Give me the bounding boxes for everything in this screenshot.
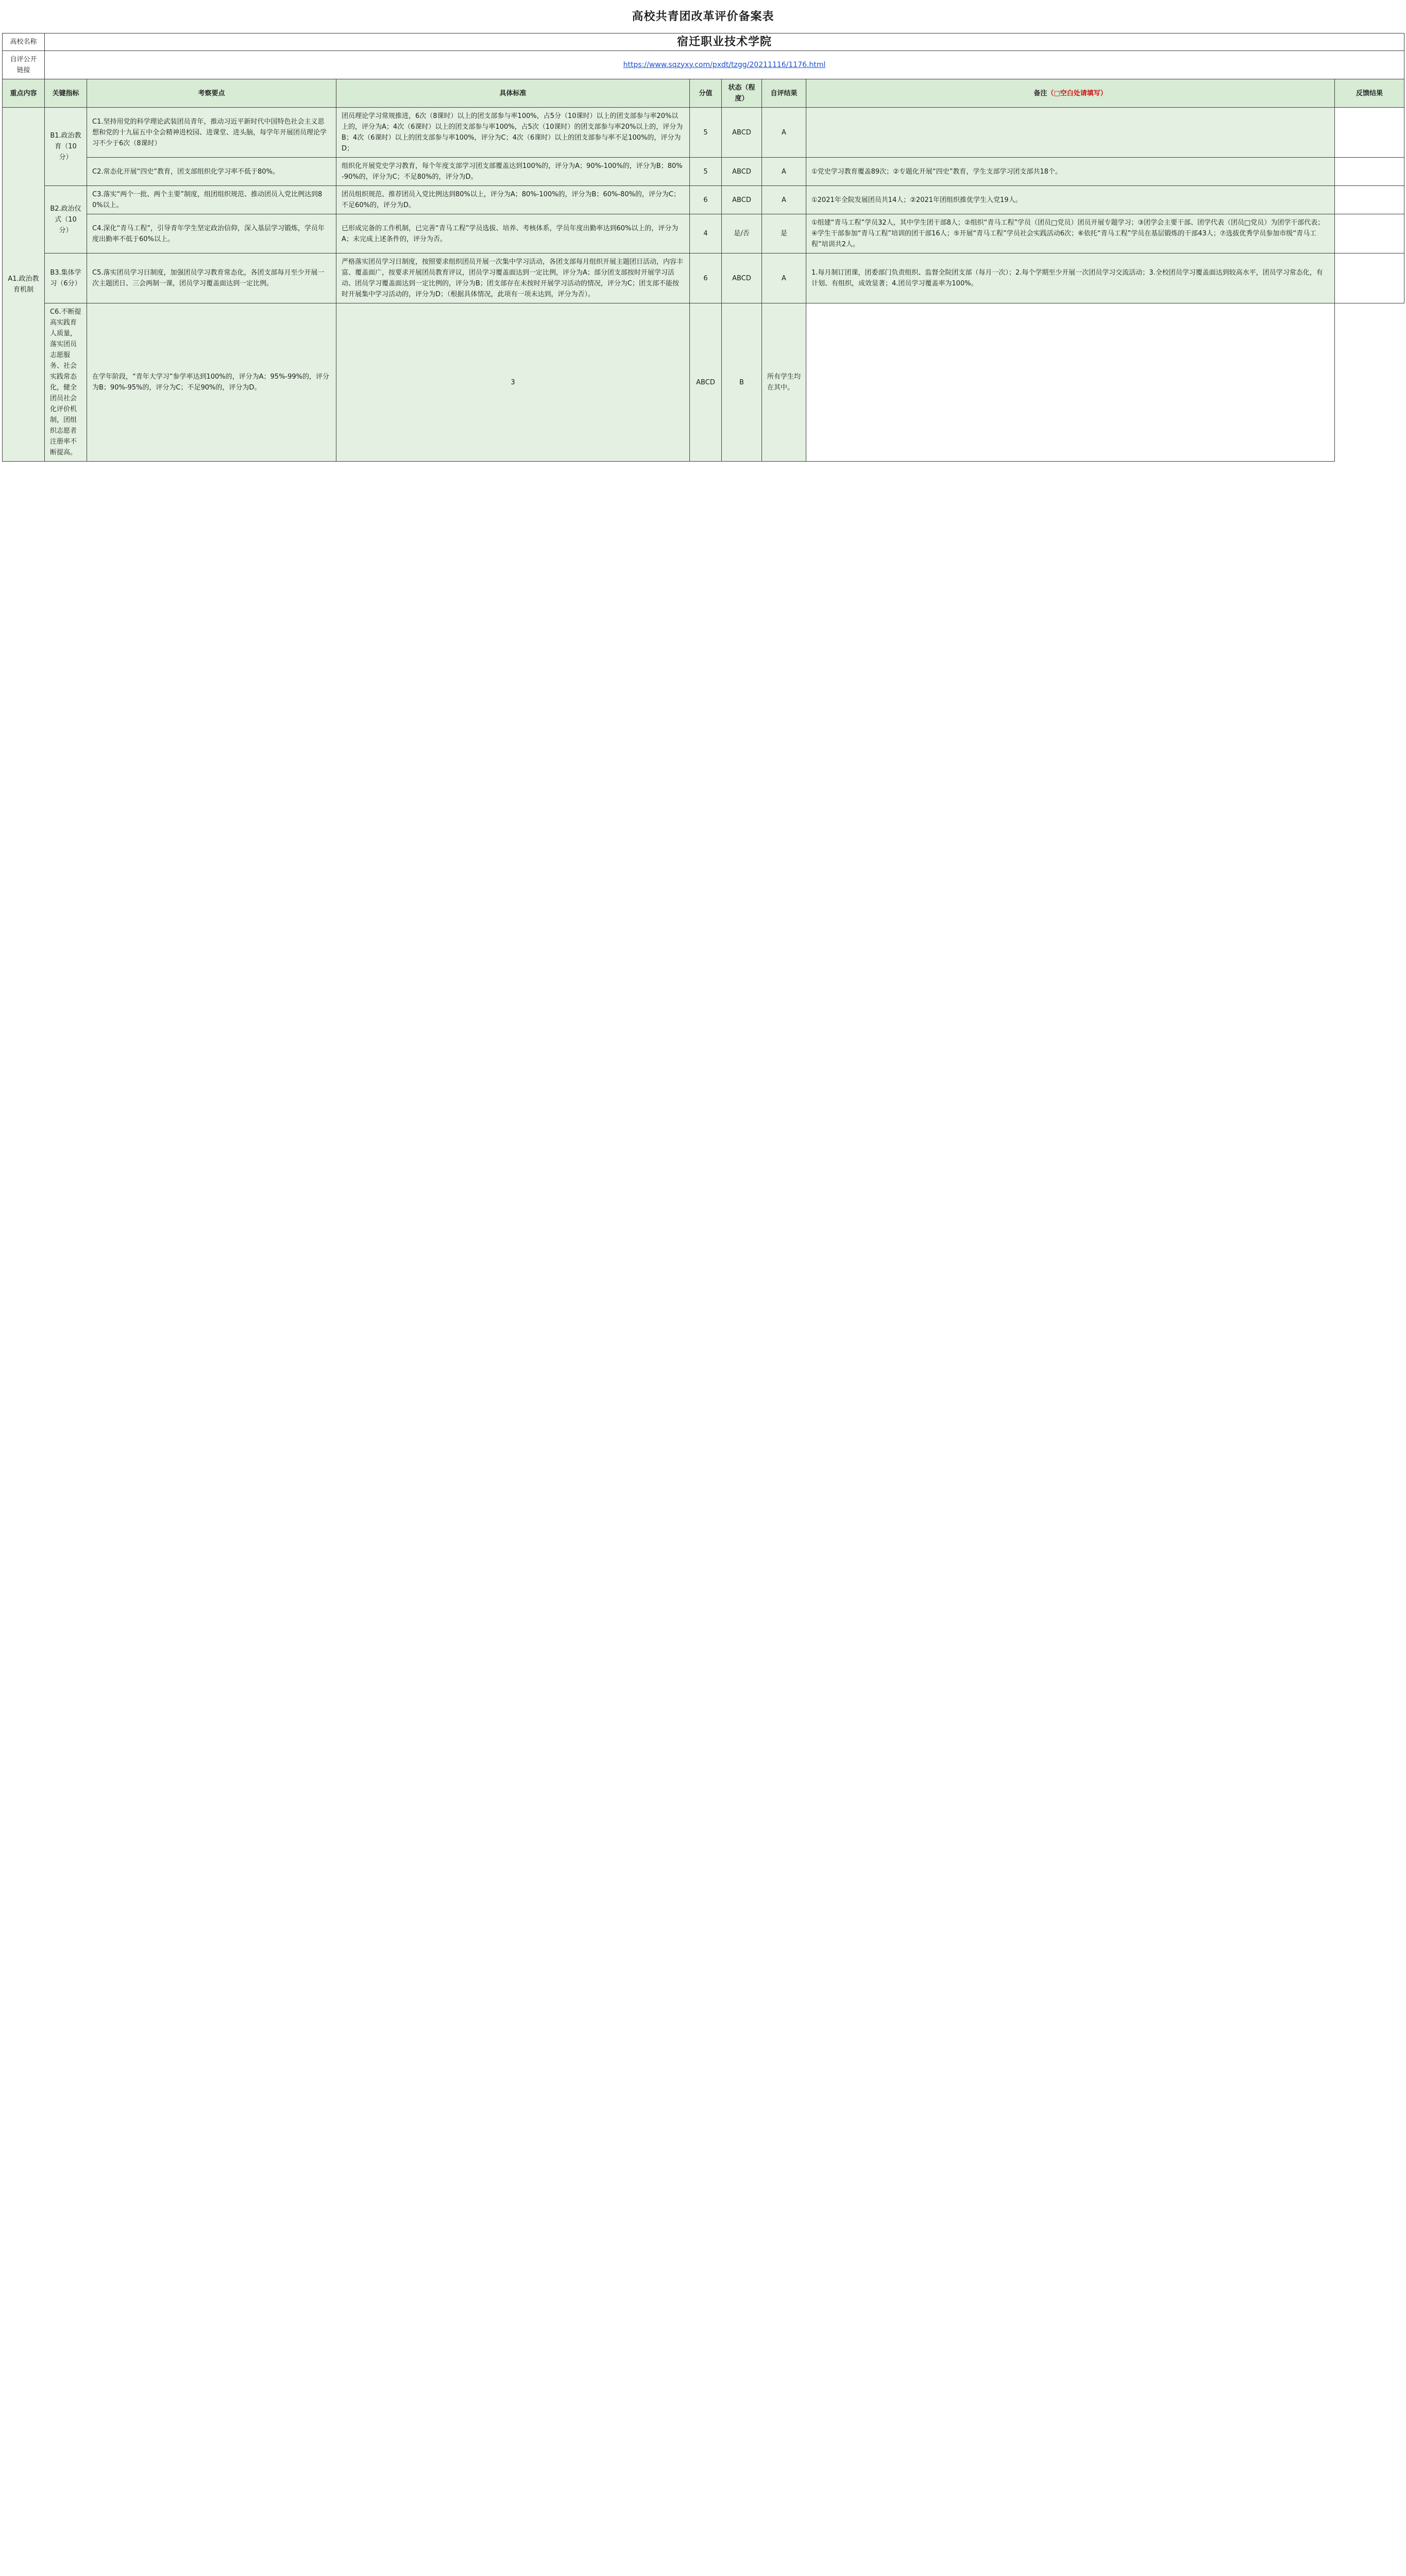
score-cell: 6 [690,186,722,214]
self-result-cell: A [762,186,806,214]
header-result: 自评结果 [762,79,806,108]
header-feedback: 反馈结果 [1335,79,1404,108]
info-row-school [3,33,1404,51]
state-cell: 是/否 [722,214,762,253]
criteria-cell: 在学年阶段，“青年大学习”参学率达到100%的，评分为A；95%-99%的，评分为B；90%-95%的，评分为C；不足90%的，评分为D。 [87,303,336,462]
key-point-cell: C2.常态化开展“四史”教育，团支部组织化学习率不低于80%。 [87,158,336,186]
key-point-cell: C5.落实团员学习日制度，加强团员学习教育常态化，各团支部每月至少开展一次主题团日、三会两制一课，团员学习覆盖面达到一定比例。 [87,253,336,303]
document-title: 高校共青团改革评价备案表 [632,10,774,23]
header-key: 考察要点 [87,79,336,108]
feedback-cell [806,303,1335,462]
table-row [3,303,1404,462]
criteria-cell: 团员组织规范、推荐团员入党比例达到80%以上，评分为A；80%-100%的，评分为B；60%-80%的，评分为C；不足60%的，评分为D。 [336,186,690,214]
school-name: 宿迁职业技术学院 [45,33,1404,51]
table-row [3,108,1404,158]
criteria-cell: 已形成完备的工作机制，已完善“青马工程”学员选拔、培养、考核体系，学员年度出勤率达到60%以上的，评分为A；未完成上述条件的，评分为否。 [336,214,690,253]
assessment-table [2,33,1404,462]
self-result-cell: A [762,158,806,186]
self-result-cell: A [762,108,806,158]
feedback-cell [1335,214,1404,253]
score-cell: 5 [690,158,722,186]
criteria-cell: 严格落实团员学习日制度，按照要求组织团员开展一次集中学习活动，各团支部每月组织开展主题团日活动，内容丰富、覆盖面广，按要求开展团员教育评议，团员学习覆盖面达到一定比例，评分为A；部分团支部按时开展学习活动、团员学习覆盖面达到一定比例的，评分为B；团支部存在未按时开展学习活动的情况，评分为C；团支部不能按时开展集中学习活动的，评分为D；（根据具体情况，此项有一项未达到，评分为否）。 [336,253,690,303]
key-point-cell: C3.落实“两个一批、两个主要”制度，组团组织规范、推动团员入党比例达到80%以上。 [87,186,336,214]
public-link[interactable]: https://www.sqzyxy.com/pxdt/tzgg/20211116/1176.html [623,60,826,69]
header-note: 备注（□空白处请填写） [806,79,1335,108]
note-cell: 所有学生均在其中。 [762,303,806,462]
link-label: 自评公开链接 [3,51,45,79]
score-cell: 5 [690,108,722,158]
criteria-cell: 团员理论学习常规推进，6次（8课时）以上的团支部参与率100%，占5分（10课时）以上的团支部参与率20%以上的，评分为A；4次（6课时）以上的团支部参与率100%，占5次（10课时）的团支部参与率20%以上的，评分为B；4次（6课时）以上的团支部参与率100%，评分为C；4次（6课时）以上的团支部参与率不足100%的，评分为D； [336,108,690,158]
header-state: 状态（程度） [722,79,762,108]
score-cell: 6 [690,253,722,303]
self-result-cell: B [722,303,762,462]
feedback-cell [1335,253,1404,303]
indicator-cell: B3.集体学习（6分） [45,253,87,303]
note-cell [806,108,1335,158]
score-cell: 4 [690,214,722,253]
state-cell: ABCD [722,186,762,214]
info-row-link [3,51,1404,79]
state-cell: ABCD [722,253,762,303]
criteria-cell: 组织化开展党史学习教育，每个年度支部学习团支部覆盖达到100%的，评分为A；90%-100%的，评分为B；80%-90%的，评分为C；不足80%的，评分为D。 [336,158,690,186]
note-cell: ①党史学习教育覆盖89次；②专题化开展“四史”教育，学生支部学习团支部共18个。 [806,158,1335,186]
feedback-cell [1335,158,1404,186]
note-cell: ①组建“青马工程”学员32人，其中学生团干部8人；②组织“青马工程”学员（团员□党员）团员开展专题学习；③团学会主要干部、团学代表（团员□党员）为团学干部代表；④学生干部参加“青马工程”培训的团干部16人；⑤开展“青马工程”学员社会实践活动6次；⑥依托“青马工程”学员在基层锻炼的干部43人；⑦选拔优秀学员参加市级“青马工程”培训共2人。 [806,214,1335,253]
key-point-cell: C6.不断提高实践育人质量，落实团员志愿服务、社会实践常态化，健全团员社会化评价机制，团组织志愿者注册率不断提高。 [45,303,87,462]
header-sub: 关键指标 [45,79,87,108]
note-cell: ①2021年全院发展团员共14人；②2021年团组织推优学生入党19人。 [806,186,1335,214]
header-row [3,79,1404,108]
table-row [3,186,1404,214]
table-row [3,253,1404,303]
key-point-cell: C4.深化“青马工程”，引导青年学生坚定政治信仰，深入基层学习锻炼，学员年度出勤率不低于60%以上。 [87,214,336,253]
table-row [3,214,1404,253]
indicator-cell: B2.政治仪式（10分） [45,186,87,253]
self-result-cell: 是 [762,214,806,253]
score-cell: 3 [336,303,690,462]
header-detail: 具体标准 [336,79,690,108]
header-dim: 重点内容 [3,79,45,108]
state-cell: ABCD [690,303,722,462]
table-row [3,158,1404,186]
feedback-cell [1335,186,1404,214]
dimension-cell: A1.政治教育机制 [3,108,45,462]
state-cell: ABCD [722,108,762,158]
feedback-cell [1335,108,1404,158]
indicator-cell: B1.政治教育（10分） [45,108,87,186]
self-result-cell: A [762,253,806,303]
key-point-cell: C1.坚持用党的科学理论武装团员青年，推动习近平新时代中国特色社会主义思想和党的十九届五中全会精神进校园、进课堂、进头脑，每学年开展团员理论学习不少于6次（8课时） [87,108,336,158]
school-label: 高校名称 [3,33,45,51]
header-score: 分值 [690,79,722,108]
state-cell: ABCD [722,158,762,186]
note-cell: 1.每月制订团课，团委部门负责组织、监督全院团支部（每月一次）；2.每个学期至少开展一次团员学习交流活动；3.全校团员学习覆盖面达到较高水平，团员学习常态化，有计划、有组织，成效显著；4.团员学习覆盖率为100%。 [806,253,1335,303]
